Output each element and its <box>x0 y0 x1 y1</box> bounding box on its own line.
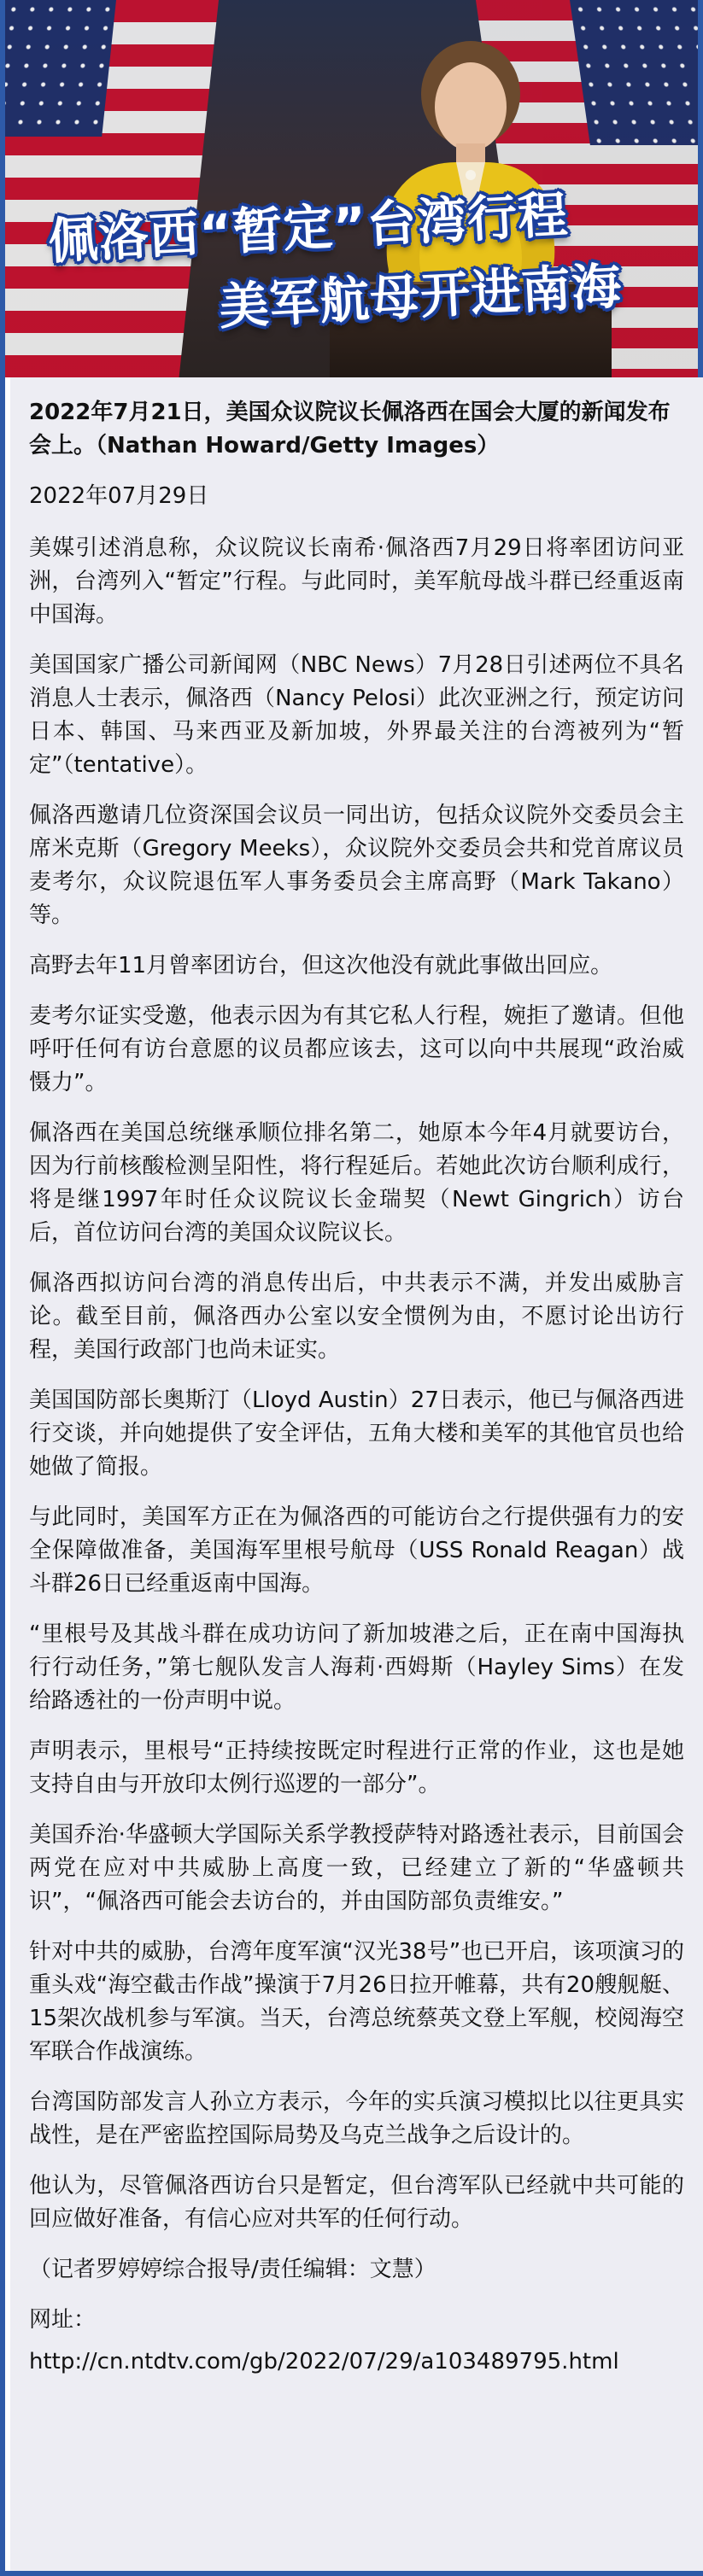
headline-overlay <box>5 0 698 377</box>
paragraph: “里根号及其战斗群在成功访问了新加坡港之后，正在南中国海执行行动任务，”第七舰队发言人海莉·西姆斯（Hayley Sims）在发给路透社的一份声明中说。 <box>29 1621 684 1714</box>
paragraph: 针对中共的威胁，台湾年度军演“汉光38号”也已开启，该项演习的重头戏“海空截击作战”操演于7月26日拉开帷幕，共有20艘舰艇、15架次战机参与军演。当天，台湾总统蔡英文登上军舰，校阅海空军联合作战演练。 <box>29 1939 684 2065</box>
url-label: 网址： <box>29 2307 97 2333</box>
headline-line-1: 佩洛西“暂定”台湾行程 <box>46 185 570 271</box>
headline-line-2: 美军航母开进南海 <box>217 256 624 336</box>
article-date: 2022年07月29日 <box>29 483 209 509</box>
paragraph: 与此同时，美国军方正在为佩洛西的可能访台之行提供强有力的安全保障做准备，美国海军里根号航母（USS Ronald Reagan）战斗群26日已经重返南中国海。 <box>29 1504 684 1597</box>
editor-credit: （记者罗婷婷综合报导/责任编辑：文慧） <box>29 2257 436 2282</box>
article-body <box>10 377 703 2571</box>
paragraph: 高野去年11月曾率团访台，但这次他没有就此事做出回应。 <box>29 953 613 978</box>
paragraph: 美国国家广播公司新闻网（NBC News）7月28日引述两位不具名消息人士表示，佩洛西（Nancy Pelosi）此次亚洲之行，预定访问日本、韩国、马来西亚及新加坡，外界最关注的台湾被列为“暂定”（tentative）。 <box>29 652 684 778</box>
paragraph: 美国乔治·华盛顿大学国际关系学教授萨特对路透社表示，目前国会两党在应对中共威胁上高度一致，已经建立了新的“华盛顿共识”，“佩洛西可能会去访台的，并由国防部负责维安。” <box>29 1822 684 1914</box>
paragraph: 佩洛西拟访问台湾的消息传出后，中共表示不满，并发出威胁言论。截至目前，佩洛西办公室以安全惯例为由，不愿讨论出访行程，美国行政部门也尚未证实。 <box>29 1270 684 1363</box>
paragraph: 他认为，尽管佩洛西访台只是暂定，但台湾军队已经就中共可能的回应做好准备，有信心应对共军的任何行动。 <box>29 2173 684 2232</box>
article-url-link[interactable]: http://cn.ntdtv.com/gb/2022/07/29/a103489795.html <box>29 2349 619 2374</box>
photo-caption: 2022年7月21日，美国众议院议长佩洛西在国会大厦的新闻发布会上。（Nathan Howard/Getty Images） <box>29 400 671 459</box>
paragraph: 佩洛西在美国总统继承顺位排名第二，她原本今年4月就要访台，因为行前核酸检测呈阳性，将行程延后。若她此次访台顺利成行，将是继1997年时任众议院议长金瑞契（Newt Gingrich）访台后，首位访问台湾的美国众议院议长。 <box>29 1120 684 1246</box>
paragraph: 美国国防部长奥斯汀（Lloyd Austin）27日表示，他已与佩洛西进行交谈，并向她提供了安全评估，五角大楼和美军的其他官员也给她做了简报。 <box>29 1387 684 1480</box>
paragraph: 美媒引述消息称，众议院议长南希·佩洛西7月29日将率团访问亚洲，台湾列入“暂定”行程。与此同时，美军航母战斗群已经重返南中国海。 <box>29 535 684 628</box>
paragraph: 佩洛西邀请几位资深国会议员一同出访，包括众议院外交委员会主席米克斯（Gregory Meeks），众议院外交委员会共和党首席议员麦考尔，众议院退伍军人事务委员会主席高野（Mark Takano）等。 <box>29 803 684 928</box>
paragraph: 麦考尔证实受邀，他表示因为有其它私人行程，婉拒了邀请。但他呼吁任何有访台意愿的议员都应该去，这可以向中共展现“政治威慑力”。 <box>29 1003 684 1095</box>
paragraph: 声明表示，里根号“正持续按既定时程进行正常的作业，这也是她支持自由与开放印太例行巡逻的一部分”。 <box>29 1738 684 1797</box>
paragraph: 台湾国防部发言人孙立方表示，今年的实兵演习模拟比以往更具实战性，是在严密监控国际局势及乌克兰战争之后设计的。 <box>29 2089 684 2148</box>
hero-image <box>5 0 698 377</box>
